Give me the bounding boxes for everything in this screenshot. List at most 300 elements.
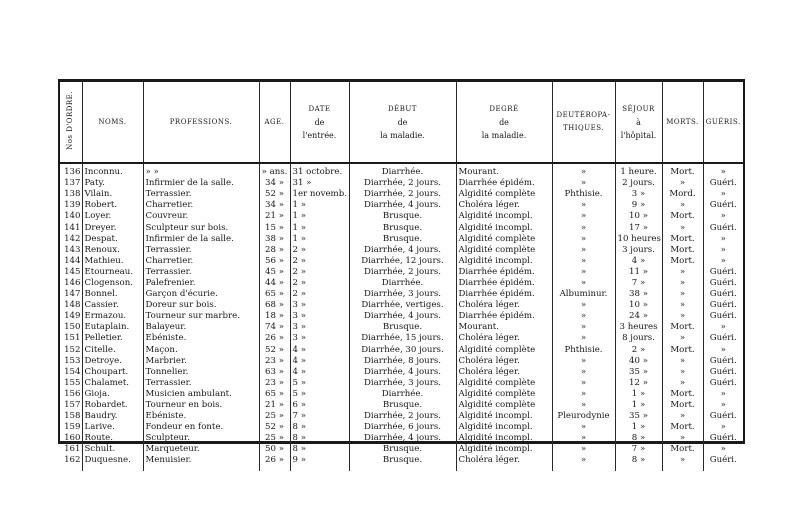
cell-gueri: Guéri. (703, 356, 743, 367)
cell-nom: Detroye. (82, 356, 143, 367)
cell-no-ordre: 138 (64, 189, 81, 200)
cell-no-ordre: 153 (64, 355, 81, 366)
cell-nom: Choupart. (82, 367, 143, 378)
cell-gueri: » (703, 389, 743, 400)
cell-gueri: Guéri. (703, 178, 743, 189)
cell-age: 28 » (259, 245, 290, 256)
cell-age: 52 » (259, 422, 290, 433)
table-row (60, 189, 743, 200)
cell-no-ordre: 159 (64, 422, 81, 433)
cell-sejour: 1 heure. (615, 167, 662, 178)
table-row (60, 378, 743, 389)
cell-date-entree: 1 » (290, 234, 349, 245)
cell-deuteropathique: » (552, 356, 615, 367)
header-degre-line1: DEGRÉ (489, 104, 519, 113)
cell-no-ordre: 152 (64, 344, 81, 355)
cell-profession: Couvreur. (143, 211, 259, 222)
table-row (60, 389, 743, 400)
cell-debut: Brusque. (349, 222, 456, 233)
cell-debut: Diarrhée, 4 jours. (349, 311, 456, 322)
cell-age: 21 » (259, 400, 290, 411)
cell-degre: Diarrhée épidém. (456, 267, 552, 278)
cell-profession: Musicien ambulant. (143, 389, 259, 400)
cell-degre: Mourant. (456, 167, 552, 178)
cell-age: 68 » (259, 300, 290, 311)
cell-deuteropathique: Albuminur. (552, 289, 615, 300)
cell-degre: Algidité incompl. (456, 211, 552, 222)
cell-mort: Mord. (662, 189, 703, 200)
cell-age: 21 » (259, 211, 290, 222)
cell-nom: Gioja. (82, 389, 143, 400)
cell-mort: » (662, 200, 703, 211)
cell-date-entree: 31 octobre. (290, 167, 349, 178)
cell-sejour: 11 » (615, 267, 662, 278)
cell-date-entree: 5 » (290, 378, 349, 389)
table-row (60, 367, 743, 378)
cell-no-ordre: 148 (64, 300, 81, 311)
table-row (60, 234, 743, 245)
header-date-line1: DATE (308, 104, 331, 113)
cell-nom: Pelletier. (82, 333, 143, 344)
cell-debut: Brusque. (349, 322, 456, 333)
cell-sejour: 10 » (615, 300, 662, 311)
cell-deuteropathique: » (552, 167, 615, 178)
cell-nom: Citelle. (82, 345, 143, 356)
cell-age: 65 » (259, 289, 290, 300)
cell-profession: Infirmier de la salle. (143, 178, 259, 189)
header-row (60, 82, 743, 163)
cell-mort: » (662, 300, 703, 311)
cell-mort: » (662, 411, 703, 422)
cell-sejour: 8 » (615, 433, 662, 444)
cell-gueri: Guéri. (703, 367, 743, 378)
cell-profession: Terrassier. (143, 378, 259, 389)
cell-mort: Mort. (662, 256, 703, 267)
cell-degre: Algidité complète (456, 378, 552, 389)
header-date-entree (290, 82, 349, 163)
cell-debut: Brusque. (349, 400, 456, 411)
cell-no-ordre: 141 (64, 222, 81, 233)
header-sejour-line1: SÉJOUR (622, 104, 655, 113)
header-noms (82, 82, 143, 163)
cell-age: 52 » (259, 345, 290, 356)
cell-debut: Diarrhée, 4 jours. (349, 200, 456, 211)
cell-sejour: 35 » (615, 411, 662, 422)
cell-sejour: 2 jours. (615, 178, 662, 189)
cell-sejour: 1 » (615, 422, 662, 433)
cell-date-entree: 7 » (290, 411, 349, 422)
cell-date-entree: 31 » (290, 178, 349, 189)
cell-no-ordre: 154 (64, 366, 81, 377)
cell-no-ordre: 161 (64, 444, 81, 455)
cell-degre: Algidité complète (456, 345, 552, 356)
cell-no-ordre: 144 (64, 255, 81, 266)
cell-gueri: » (703, 322, 743, 333)
cell-degre: Choléra léger. (456, 333, 552, 344)
cell-sejour: 24 » (615, 311, 662, 322)
cell-date-entree: 3 » (290, 333, 349, 344)
cell-age: 34 » (259, 178, 290, 189)
header-age-label: AGE. (264, 118, 285, 126)
cell-age: 25 » (259, 433, 290, 444)
cell-no-ordre: 140 (64, 211, 81, 222)
cell-degre: Diarrhée épidém. (456, 289, 552, 300)
cell-profession: Charretier. (143, 256, 259, 267)
cell-debut: Diarrhée. (349, 389, 456, 400)
cell-deuteropathique: » (552, 378, 615, 389)
cell-no-ordre: 143 (64, 244, 81, 255)
cell-nom: Route. (82, 433, 143, 444)
cell-date-entree: 1 » (290, 222, 349, 233)
cell-gueri: Guéri. (703, 378, 743, 389)
cell-date-entree: 6 » (290, 400, 349, 411)
cell-profession: Balayeur. (143, 322, 259, 333)
cell-deuteropathique: Phthisie. (552, 189, 615, 200)
cell-date-entree: 9 » (290, 455, 349, 470)
cell-gueri: Guéri. (703, 200, 743, 211)
cell-gueri: » (703, 167, 743, 178)
cell-nom: Bonnel. (82, 289, 143, 300)
header-professions-label: PROFESSIONS. (169, 118, 233, 126)
cell-nom: Paty. (82, 178, 143, 189)
cell-profession: Tonnelier. (143, 367, 259, 378)
table-row (60, 322, 743, 333)
cell-sejour: 1 » (615, 400, 662, 411)
cell-no-ordre: 146 (64, 277, 81, 288)
cell-date-entree: 2 » (290, 256, 349, 267)
table-row (60, 300, 743, 311)
cell-debut: Diarrhée, 4 jours. (349, 245, 456, 256)
cell-profession: Terrassier. (143, 245, 259, 256)
cell-deuteropathique: » (552, 234, 615, 245)
cell-debut: Diarrhée, 12 jours. (349, 256, 456, 267)
cell-deuteropathique: » (552, 300, 615, 311)
cell-date-entree: 1 » (290, 211, 349, 222)
header-age (259, 82, 290, 163)
cell-mort: » (662, 378, 703, 389)
table-row (60, 178, 743, 189)
cell-debut: Diarrhée, vertiges. (349, 300, 456, 311)
cell-no-ordre: 142 (64, 233, 81, 244)
cell-sejour: 8 jours. (615, 333, 662, 344)
header-date-line2: de (314, 117, 325, 127)
cell-date-entree: 3 » (290, 300, 349, 311)
table-row (60, 400, 743, 411)
cell-gueri: Guéri. (703, 433, 743, 444)
cell-date-entree: 3 » (290, 322, 349, 333)
cell-profession: Infirmier de la salle. (143, 234, 259, 245)
cell-mort: » (662, 178, 703, 189)
header-debut-line3: la maladie. (380, 130, 425, 140)
cell-gueri: » (703, 422, 743, 433)
cell-gueri: » (703, 234, 743, 245)
cell-age: 18 » (259, 311, 290, 322)
table-row (60, 333, 743, 344)
cell-age: 34 » (259, 200, 290, 211)
cell-no-ordre: 151 (64, 333, 81, 344)
cell-mort: Mort. (662, 234, 703, 245)
cell-nom: Vilain. (82, 189, 143, 200)
cell-deuteropathique: » (552, 400, 615, 411)
table-row (60, 256, 743, 267)
cell-profession: Charretier. (143, 200, 259, 211)
cell-debut: Diarrhée, 3 jours. (349, 289, 456, 300)
cell-degre: Choléra léger. (456, 455, 552, 470)
cell-deuteropathique: » (552, 322, 615, 333)
header-debut-line1: DÉBUT (388, 104, 417, 113)
cell-sejour: 8 » (615, 455, 662, 470)
cell-deuteropathique: » (552, 311, 615, 322)
cell-debut: Diarrhée, 4 jours. (349, 367, 456, 378)
cell-mort: » (662, 278, 703, 289)
cell-sejour: 10 » (615, 211, 662, 222)
table-row (60, 211, 743, 222)
cell-nom: Loyer. (82, 211, 143, 222)
cell-mort: » (662, 455, 703, 470)
cell-sejour: 9 » (615, 200, 662, 211)
cell-gueri: Guéri. (703, 289, 743, 300)
cell-profession: Terrassier. (143, 189, 259, 200)
cell-mort: » (662, 433, 703, 444)
header-deut-line2: THIQUES. (562, 124, 605, 132)
cell-sejour: 10 heures (615, 234, 662, 245)
cell-debut: Diarrhée, 2 jours. (349, 189, 456, 200)
cell-nom: Dreyer. (82, 222, 143, 233)
cell-nom: Mathieu. (82, 256, 143, 267)
cell-debut: Brusque. (349, 211, 456, 222)
table-row (60, 200, 743, 211)
cell-gueri: » (703, 211, 743, 222)
cell-date-entree: 2 » (290, 267, 349, 278)
cell-deuteropathique: » (552, 178, 615, 189)
cell-mort: Mort. (662, 444, 703, 455)
cell-age: 23 » (259, 356, 290, 367)
cell-debut: Diarrhée, 2 jours. (349, 178, 456, 189)
cell-debut: Brusque. (349, 455, 456, 470)
table-row (60, 222, 743, 233)
cell-profession: Sculpteur sur bois. (143, 222, 259, 233)
cell-age: 45 » (259, 267, 290, 278)
table-row (60, 422, 743, 433)
cell-profession: Fondeur en fonte. (143, 422, 259, 433)
cell-sejour: 3 » (615, 189, 662, 200)
table-row (60, 356, 743, 367)
cell-no-ordre: 157 (64, 400, 81, 411)
cell-mort: » (662, 267, 703, 278)
cell-profession: Marbrier. (143, 356, 259, 367)
cell-mort: Mort. (662, 422, 703, 433)
cell-deuteropathique: » (552, 455, 615, 470)
header-gueris (703, 82, 743, 163)
cell-mort: » (662, 333, 703, 344)
cell-sejour: 7 » (615, 444, 662, 455)
cell-degre: Algidité incompl. (456, 222, 552, 233)
cell-nom: Cassier. (82, 300, 143, 311)
cell-gueri: » (703, 345, 743, 356)
cell-debut: Diarrhée, 8 jours. (349, 356, 456, 367)
cell-sejour: 4 » (615, 256, 662, 267)
cell-deuteropathique: » (552, 256, 615, 267)
cell-profession: » » (143, 167, 259, 178)
cell-date-entree: 1 » (290, 200, 349, 211)
cell-sejour: 3 jours. (615, 245, 662, 256)
table-row (60, 345, 743, 356)
table-row (60, 289, 743, 300)
cell-age: 63 » (259, 367, 290, 378)
cell-degre: Algidité complète (456, 234, 552, 245)
cell-degre: Diarrhée épidém. (456, 178, 552, 189)
cell-age: 44 » (259, 278, 290, 289)
cell-no-ordre: 150 (64, 322, 81, 333)
table-row (60, 167, 743, 178)
header-professions (143, 82, 259, 163)
cell-date-entree: 4 » (290, 345, 349, 356)
cell-gueri: Guéri. (703, 267, 743, 278)
cell-deuteropathique: » (552, 389, 615, 400)
table-row (60, 267, 743, 278)
cell-mort: Mort. (662, 322, 703, 333)
cell-degre: Algidité incompl. (456, 256, 552, 267)
cell-deuteropathique: » (552, 267, 615, 278)
cell-age: 26 » (259, 333, 290, 344)
cell-nom: Clogenson. (82, 278, 143, 289)
cell-deuteropathique: » (552, 200, 615, 211)
cell-deuteropathique: » (552, 211, 615, 222)
table-row (60, 278, 743, 289)
header-gueris-label: GUÉRIS. (705, 118, 741, 126)
cell-degre: Mourant. (456, 322, 552, 333)
cell-degre: Algidité complète (456, 389, 552, 400)
cell-degre: Choléra léger. (456, 300, 552, 311)
register-body (60, 163, 743, 471)
cell-deuteropathique: Phthisie. (552, 345, 615, 356)
cell-age: » ans. (259, 167, 290, 178)
table-row (60, 245, 743, 256)
cell-profession: Garçon d'écurie. (143, 289, 259, 300)
cell-mort: » (662, 356, 703, 367)
cell-sejour: 17 » (615, 222, 662, 233)
cell-no-ordre: 136 (64, 167, 81, 178)
cell-gueri: » (703, 245, 743, 256)
cell-debut: Diarrhée, 2 jours. (349, 411, 456, 422)
cell-gueri: Guéri. (703, 311, 743, 322)
cell-degre: Diarrhée épidém. (456, 311, 552, 322)
cell-mort: Mort. (662, 167, 703, 178)
cell-degre: Algidité complète (456, 245, 552, 256)
cell-deuteropathique: » (552, 367, 615, 378)
cell-gueri: Guéri. (703, 222, 743, 233)
header-sejour-line2: à (636, 117, 641, 127)
cell-date-entree: 8 » (290, 444, 349, 455)
table-row (60, 444, 743, 455)
cell-no-ordre: 162 (64, 455, 81, 466)
cell-date-entree: 3 » (290, 311, 349, 322)
cell-age: 56 » (259, 256, 290, 267)
cell-debut: Diarrhée. (349, 167, 456, 178)
cell-debut: Brusque. (349, 234, 456, 245)
cell-debut: Diarrhée, 2 jours. (349, 267, 456, 278)
cell-no-ordre: 156 (64, 388, 81, 399)
cell-nom: Schult. (82, 444, 143, 455)
header-sejour-line3: l'hôpital. (620, 130, 657, 140)
cell-no-ordre: 145 (64, 266, 81, 277)
cell-debut: Diarrhée, 3 jours. (349, 378, 456, 389)
header-debut-line2: de (397, 117, 408, 127)
cell-profession: Ebéniste. (143, 411, 259, 422)
cell-sejour: 35 » (615, 367, 662, 378)
cell-no-ordre: 155 (64, 377, 81, 388)
cholera-register-table (60, 82, 743, 471)
cell-gueri: Guéri. (703, 333, 743, 344)
cell-profession: Terrassier. (143, 267, 259, 278)
cell-degre: Choléra léger. (456, 200, 552, 211)
cell-no-ordre: 137 (64, 178, 81, 189)
cell-gueri: Guéri. (703, 278, 743, 289)
cell-deuteropathique: » (552, 444, 615, 455)
header-no-ordre-label: Nos D'ORDRE. (66, 90, 75, 150)
cell-deuteropathique: Pleurodynie (552, 411, 615, 422)
cell-deuteropathique: » (552, 222, 615, 233)
cell-sejour: 2 » (615, 345, 662, 356)
header-debut (349, 82, 456, 163)
cell-date-entree: 2 » (290, 289, 349, 300)
header-deut-line1: DEUTÉROPA- (556, 111, 611, 119)
cell-degre: Algidité incompl. (456, 433, 552, 444)
cell-mort: Mort. (662, 211, 703, 222)
cell-date-entree: 4 » (290, 367, 349, 378)
cell-gueri: Guéri. (703, 411, 743, 422)
cell-no-ordre: 160 (64, 433, 81, 444)
cell-sejour: 3 heures (615, 322, 662, 333)
cell-sejour: 40 » (615, 356, 662, 367)
cell-gueri: » (703, 400, 743, 411)
cell-nom: Robardet. (82, 400, 143, 411)
cell-profession: Tourneur sur marbre. (143, 311, 259, 322)
cell-profession: Menuisier. (143, 455, 259, 470)
cell-age: 23 » (259, 378, 290, 389)
cell-age: 15 » (259, 222, 290, 233)
cell-date-entree: 8 » (290, 433, 349, 444)
cell-nom: Despat. (82, 234, 143, 245)
cell-mort: Mort. (662, 245, 703, 256)
cell-nom: Etourneau. (82, 267, 143, 278)
cell-date-entree: 5 » (290, 389, 349, 400)
cell-deuteropathique: » (552, 333, 615, 344)
cell-profession: Marqueteur. (143, 444, 259, 455)
cell-date-entree: 4 » (290, 356, 349, 367)
cell-mort: » (662, 222, 703, 233)
cell-degre: Choléra léger. (456, 367, 552, 378)
cell-nom: Chalamet. (82, 378, 143, 389)
cell-debut: Diarrhée. (349, 278, 456, 289)
cell-no-ordre: 149 (64, 311, 81, 322)
cell-mort: Mort. (662, 400, 703, 411)
cell-degre: Algidité incompl. (456, 444, 552, 455)
cell-gueri: » (703, 444, 743, 455)
cell-date-entree: 8 » (290, 422, 349, 433)
cell-age: 25 » (259, 411, 290, 422)
cell-profession: Palefrenier. (143, 278, 259, 289)
cell-profession: Tourneur en bois. (143, 400, 259, 411)
cell-gueri: » (703, 189, 743, 200)
cell-profession: Doreur sur bois. (143, 300, 259, 311)
cell-deuteropathique: » (552, 278, 615, 289)
cell-nom: Renoux. (82, 245, 143, 256)
cell-date-entree: 1er novemb. (290, 189, 349, 200)
cell-mort: Mort. (662, 345, 703, 356)
cell-age: 38 » (259, 234, 290, 245)
cell-date-entree: 2 » (290, 245, 349, 256)
